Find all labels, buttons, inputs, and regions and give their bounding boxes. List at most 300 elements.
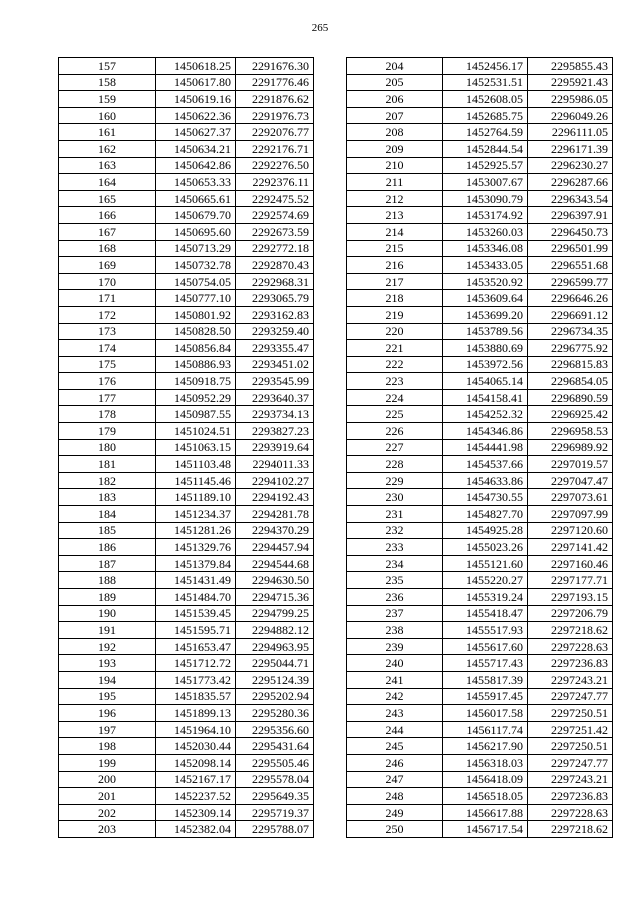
x-coordinate-cell: 1450952.29: [156, 389, 236, 406]
table-row: [59, 688, 314, 705]
x-coordinate-cell: 1451189.10: [156, 489, 236, 506]
table-row: [59, 555, 314, 572]
table-row: [347, 622, 613, 639]
y-coordinate-cell: 2292076.77: [236, 124, 314, 141]
point-number-cell: 166: [59, 207, 156, 224]
x-coordinate-cell: 1451431.49: [156, 572, 236, 589]
table-row: [59, 273, 314, 290]
y-coordinate-cell: 2292673.59: [236, 223, 314, 240]
point-number-cell: 174: [59, 340, 156, 357]
point-number-cell: 233: [347, 539, 443, 556]
table-row: [347, 506, 613, 523]
point-number-cell: 215: [347, 240, 443, 257]
x-coordinate-cell: 1450679.70: [156, 207, 236, 224]
x-coordinate-cell: 1455917.45: [443, 688, 528, 705]
point-number-cell: 247: [347, 771, 443, 788]
table-row: [347, 306, 613, 323]
x-coordinate-cell: 1451484.70: [156, 589, 236, 606]
y-coordinate-cell: 2292968.31: [236, 273, 314, 290]
point-number-cell: 234: [347, 555, 443, 572]
table-row: [59, 489, 314, 506]
x-coordinate-cell: 1451899.13: [156, 705, 236, 722]
y-coordinate-cell: 2293827.23: [236, 423, 314, 440]
point-number-cell: 223: [347, 373, 443, 390]
point-number-cell: 227: [347, 439, 443, 456]
x-coordinate-cell: 1453699.20: [443, 306, 528, 323]
table-row: [59, 373, 314, 390]
table-row: [347, 157, 613, 174]
point-number-cell: 193: [59, 655, 156, 672]
x-coordinate-cell: 1451595.71: [156, 622, 236, 639]
x-coordinate-cell: 1452456.17: [443, 58, 528, 75]
y-coordinate-cell: 2295986.05: [528, 91, 613, 108]
x-coordinate-cell: 1456717.54: [443, 821, 528, 838]
x-coordinate-cell: 1450918.75: [156, 373, 236, 390]
y-coordinate-cell: 2296343.54: [528, 190, 613, 207]
y-coordinate-cell: 2292475.52: [236, 190, 314, 207]
point-number-cell: 161: [59, 124, 156, 141]
y-coordinate-cell: 2295124.39: [236, 671, 314, 688]
point-number-cell: 235: [347, 572, 443, 589]
table-row: [347, 323, 613, 340]
y-coordinate-cell: 2291676.30: [236, 58, 314, 75]
table-row: [59, 605, 314, 622]
point-number-cell: 192: [59, 638, 156, 655]
point-number-cell: 183: [59, 489, 156, 506]
y-coordinate-cell: 2297097.99: [528, 506, 613, 523]
table-row: [347, 522, 613, 539]
y-coordinate-cell: 2296775.92: [528, 340, 613, 357]
point-number-cell: 198: [59, 738, 156, 755]
table-row: [59, 506, 314, 523]
y-coordinate-cell: 2295202.94: [236, 688, 314, 705]
table-row: [59, 638, 314, 655]
y-coordinate-cell: 2296890.59: [528, 389, 613, 406]
table-row: [347, 58, 613, 75]
y-coordinate-cell: 2297243.21: [528, 671, 613, 688]
point-number-cell: 206: [347, 91, 443, 108]
y-coordinate-cell: 2292772.18: [236, 240, 314, 257]
x-coordinate-cell: 1453346.08: [443, 240, 528, 257]
table-row: [347, 671, 613, 688]
x-coordinate-cell: 1454065.14: [443, 373, 528, 390]
x-coordinate-cell: 1456518.05: [443, 788, 528, 805]
x-coordinate-cell: 1451024.51: [156, 423, 236, 440]
table-row: [347, 754, 613, 771]
y-coordinate-cell: 2296287.66: [528, 174, 613, 191]
table-row: [59, 74, 314, 91]
point-number-cell: 163: [59, 157, 156, 174]
y-coordinate-cell: 2297141.42: [528, 539, 613, 556]
x-coordinate-cell: 1450987.55: [156, 406, 236, 423]
point-number-cell: 179: [59, 423, 156, 440]
x-coordinate-cell: 1450856.84: [156, 340, 236, 357]
point-number-cell: 203: [59, 821, 156, 838]
x-coordinate-cell: 1450634.21: [156, 140, 236, 157]
y-coordinate-cell: 2297073.61: [528, 489, 613, 506]
point-number-cell: 207: [347, 107, 443, 124]
table-row: [347, 389, 613, 406]
x-coordinate-cell: 1452030.44: [156, 738, 236, 755]
x-coordinate-cell: 1453007.67: [443, 174, 528, 191]
table-row: [59, 140, 314, 157]
x-coordinate-cell: 1450828.50: [156, 323, 236, 340]
x-coordinate-cell: 1450713.29: [156, 240, 236, 257]
table-row: [59, 821, 314, 838]
y-coordinate-cell: 2294963.95: [236, 638, 314, 655]
table-row: [347, 107, 613, 124]
point-number-cell: 187: [59, 555, 156, 572]
y-coordinate-cell: 2297228.63: [528, 638, 613, 655]
point-number-cell: 239: [347, 638, 443, 655]
y-coordinate-cell: 2295356.60: [236, 721, 314, 738]
table-row: [59, 671, 314, 688]
x-coordinate-cell: 1455319.24: [443, 589, 528, 606]
point-number-cell: 178: [59, 406, 156, 423]
point-number-cell: 236: [347, 589, 443, 606]
x-coordinate-cell: 1453609.64: [443, 290, 528, 307]
x-coordinate-cell: 1454730.55: [443, 489, 528, 506]
table-row: [347, 572, 613, 589]
x-coordinate-cell: 1455418.47: [443, 605, 528, 622]
x-coordinate-cell: 1453433.05: [443, 257, 528, 274]
table-row: [347, 223, 613, 240]
point-number-cell: 220: [347, 323, 443, 340]
x-coordinate-cell: 1454252.32: [443, 406, 528, 423]
y-coordinate-cell: 2293919.64: [236, 439, 314, 456]
point-number-cell: 248: [347, 788, 443, 805]
table-row: [59, 804, 314, 821]
y-coordinate-cell: 2296691.12: [528, 306, 613, 323]
y-coordinate-cell: 2295649.35: [236, 788, 314, 805]
y-coordinate-cell: 2297247.77: [528, 754, 613, 771]
point-number-cell: 205: [347, 74, 443, 91]
table-row: [59, 91, 314, 108]
y-coordinate-cell: 2292870.43: [236, 257, 314, 274]
x-coordinate-cell: 1451653.47: [156, 638, 236, 655]
x-coordinate-cell: 1451773.42: [156, 671, 236, 688]
y-coordinate-cell: 2296925.42: [528, 406, 613, 423]
x-coordinate-cell: 1451379.84: [156, 555, 236, 572]
x-coordinate-cell: 1454537.66: [443, 456, 528, 473]
x-coordinate-cell: 1452382.04: [156, 821, 236, 838]
point-number-cell: 214: [347, 223, 443, 240]
y-coordinate-cell: 2297236.83: [528, 655, 613, 672]
table-row: [347, 605, 613, 622]
y-coordinate-cell: 2294370.29: [236, 522, 314, 539]
point-number-cell: 191: [59, 622, 156, 639]
table-row: [347, 257, 613, 274]
y-coordinate-cell: 2294715.36: [236, 589, 314, 606]
point-number-cell: 243: [347, 705, 443, 722]
y-coordinate-cell: 2297019.57: [528, 456, 613, 473]
point-number-cell: 226: [347, 423, 443, 440]
table-row: [59, 389, 314, 406]
point-number-cell: 158: [59, 74, 156, 91]
point-number-cell: 181: [59, 456, 156, 473]
point-number-cell: 202: [59, 804, 156, 821]
point-number-cell: 167: [59, 223, 156, 240]
x-coordinate-cell: 1456418.09: [443, 771, 528, 788]
table-row: [59, 423, 314, 440]
point-number-cell: 232: [347, 522, 443, 539]
table-row: [347, 472, 613, 489]
x-coordinate-cell: 1456117.74: [443, 721, 528, 738]
point-number-cell: 210: [347, 157, 443, 174]
y-coordinate-cell: 2297243.21: [528, 771, 613, 788]
table-row: [59, 705, 314, 722]
x-coordinate-cell: 1453972.56: [443, 356, 528, 373]
point-number-cell: 180: [59, 439, 156, 456]
point-number-cell: 244: [347, 721, 443, 738]
table-row: [347, 788, 613, 805]
x-coordinate-cell: 1453520.92: [443, 273, 528, 290]
point-number-cell: 173: [59, 323, 156, 340]
x-coordinate-cell: 1455517.93: [443, 622, 528, 639]
x-coordinate-cell: 1452309.14: [156, 804, 236, 821]
x-coordinate-cell: 1451964.10: [156, 721, 236, 738]
x-coordinate-cell: 1452098.14: [156, 754, 236, 771]
y-coordinate-cell: 2291976.73: [236, 107, 314, 124]
point-number-cell: 208: [347, 124, 443, 141]
point-number-cell: 249: [347, 804, 443, 821]
point-number-cell: 197: [59, 721, 156, 738]
table-row: [59, 58, 314, 75]
coordinates-table-right: [346, 57, 613, 838]
x-coordinate-cell: 1450732.78: [156, 257, 236, 274]
point-number-cell: 201: [59, 788, 156, 805]
x-coordinate-cell: 1452167.17: [156, 771, 236, 788]
table-row: [347, 539, 613, 556]
table-row: [347, 423, 613, 440]
y-coordinate-cell: 2291876.62: [236, 91, 314, 108]
table-row: [59, 738, 314, 755]
x-coordinate-cell: 1451539.45: [156, 605, 236, 622]
y-coordinate-cell: 2293065.79: [236, 290, 314, 307]
x-coordinate-cell: 1452531.51: [443, 74, 528, 91]
point-number-cell: 185: [59, 522, 156, 539]
table-row: [59, 174, 314, 191]
x-coordinate-cell: 1454346.86: [443, 423, 528, 440]
point-number-cell: 229: [347, 472, 443, 489]
y-coordinate-cell: 2294544.68: [236, 555, 314, 572]
table-row: [59, 257, 314, 274]
y-coordinate-cell: 2296854.05: [528, 373, 613, 390]
table-row: [347, 207, 613, 224]
y-coordinate-cell: 2293259.40: [236, 323, 314, 340]
y-coordinate-cell: 2291776.46: [236, 74, 314, 91]
y-coordinate-cell: 2297247.77: [528, 688, 613, 705]
point-number-cell: 171: [59, 290, 156, 307]
x-coordinate-cell: 1450618.25: [156, 58, 236, 75]
y-coordinate-cell: 2292574.69: [236, 207, 314, 224]
x-coordinate-cell: 1454827.70: [443, 506, 528, 523]
x-coordinate-cell: 1451234.37: [156, 506, 236, 523]
point-number-cell: 225: [347, 406, 443, 423]
y-coordinate-cell: 2294192.43: [236, 489, 314, 506]
point-number-cell: 194: [59, 671, 156, 688]
y-coordinate-cell: 2296551.68: [528, 257, 613, 274]
y-coordinate-cell: 2294882.12: [236, 622, 314, 639]
x-coordinate-cell: 1454441.98: [443, 439, 528, 456]
y-coordinate-cell: 2293545.99: [236, 373, 314, 390]
x-coordinate-cell: 1455717.43: [443, 655, 528, 672]
table-row: [59, 522, 314, 539]
x-coordinate-cell: 1452925.57: [443, 157, 528, 174]
table-row: [59, 157, 314, 174]
table-row: [59, 240, 314, 257]
table-row: [59, 771, 314, 788]
y-coordinate-cell: 2295921.43: [528, 74, 613, 91]
x-coordinate-cell: 1450801.92: [156, 306, 236, 323]
table-row: [347, 74, 613, 91]
table-row: [59, 721, 314, 738]
x-coordinate-cell: 1456617.88: [443, 804, 528, 821]
y-coordinate-cell: 2295719.37: [236, 804, 314, 821]
point-number-cell: 231: [347, 506, 443, 523]
y-coordinate-cell: 2296171.39: [528, 140, 613, 157]
table-row: [347, 273, 613, 290]
x-coordinate-cell: 1450886.93: [156, 356, 236, 373]
x-coordinate-cell: 1456217.90: [443, 738, 528, 755]
table-row: [59, 655, 314, 672]
y-coordinate-cell: 2295788.07: [236, 821, 314, 838]
point-number-cell: 228: [347, 456, 443, 473]
y-coordinate-cell: 2294799.25: [236, 605, 314, 622]
table-row: [347, 489, 613, 506]
point-number-cell: 170: [59, 273, 156, 290]
point-number-cell: 221: [347, 340, 443, 357]
point-number-cell: 219: [347, 306, 443, 323]
x-coordinate-cell: 1450754.05: [156, 273, 236, 290]
table-row: [59, 589, 314, 606]
point-number-cell: 237: [347, 605, 443, 622]
table-row: [59, 306, 314, 323]
x-coordinate-cell: 1455617.60: [443, 638, 528, 655]
y-coordinate-cell: 2297047.47: [528, 472, 613, 489]
table-row: [347, 655, 613, 672]
x-coordinate-cell: 1452844.54: [443, 140, 528, 157]
point-number-cell: 240: [347, 655, 443, 672]
y-coordinate-cell: 2293162.83: [236, 306, 314, 323]
x-coordinate-cell: 1453090.79: [443, 190, 528, 207]
x-coordinate-cell: 1452608.05: [443, 91, 528, 108]
point-number-cell: 200: [59, 771, 156, 788]
point-number-cell: 211: [347, 174, 443, 191]
table-row: [59, 788, 314, 805]
y-coordinate-cell: 2296734.35: [528, 323, 613, 340]
y-coordinate-cell: 2296111.05: [528, 124, 613, 141]
table-row: [347, 373, 613, 390]
table-row: [347, 290, 613, 307]
table-row: [347, 240, 613, 257]
point-number-cell: 160: [59, 107, 156, 124]
table-row: [347, 555, 613, 572]
y-coordinate-cell: 2297250.51: [528, 738, 613, 755]
y-coordinate-cell: 2297218.62: [528, 821, 613, 838]
point-number-cell: 186: [59, 539, 156, 556]
point-number-cell: 157: [59, 58, 156, 75]
x-coordinate-cell: 1454633.86: [443, 472, 528, 489]
y-coordinate-cell: 2294457.94: [236, 539, 314, 556]
y-coordinate-cell: 2293451.02: [236, 356, 314, 373]
y-coordinate-cell: 2295505.46: [236, 754, 314, 771]
x-coordinate-cell: 1450617.80: [156, 74, 236, 91]
point-number-cell: 199: [59, 754, 156, 771]
point-number-cell: 182: [59, 472, 156, 489]
point-number-cell: 190: [59, 605, 156, 622]
point-number-cell: 172: [59, 306, 156, 323]
y-coordinate-cell: 2296450.73: [528, 223, 613, 240]
table-row: [59, 340, 314, 357]
table-row: [59, 622, 314, 639]
x-coordinate-cell: 1450622.36: [156, 107, 236, 124]
y-coordinate-cell: 2295431.64: [236, 738, 314, 755]
y-coordinate-cell: 2297218.62: [528, 622, 613, 639]
point-number-cell: 188: [59, 572, 156, 589]
x-coordinate-cell: 1456017.58: [443, 705, 528, 722]
x-coordinate-cell: 1456318.03: [443, 754, 528, 771]
x-coordinate-cell: 1454158.41: [443, 389, 528, 406]
y-coordinate-cell: 2296230.27: [528, 157, 613, 174]
point-number-cell: 212: [347, 190, 443, 207]
table-row: [59, 754, 314, 771]
point-number-cell: 242: [347, 688, 443, 705]
point-number-cell: 241: [347, 671, 443, 688]
x-coordinate-cell: 1450695.60: [156, 223, 236, 240]
y-coordinate-cell: 2295855.43: [528, 58, 613, 75]
x-coordinate-cell: 1450619.16: [156, 91, 236, 108]
table-row: [347, 174, 613, 191]
x-coordinate-cell: 1450653.33: [156, 174, 236, 191]
x-coordinate-cell: 1452764.59: [443, 124, 528, 141]
y-coordinate-cell: 2296815.83: [528, 356, 613, 373]
y-coordinate-cell: 2294630.50: [236, 572, 314, 589]
y-coordinate-cell: 2297160.46: [528, 555, 613, 572]
table-row: [347, 804, 613, 821]
y-coordinate-cell: 2296989.92: [528, 439, 613, 456]
point-number-cell: 213: [347, 207, 443, 224]
y-coordinate-cell: 2294011.33: [236, 456, 314, 473]
point-number-cell: 204: [347, 58, 443, 75]
point-number-cell: 217: [347, 273, 443, 290]
x-coordinate-cell: 1453260.03: [443, 223, 528, 240]
y-coordinate-cell: 2297228.63: [528, 804, 613, 821]
point-number-cell: 216: [347, 257, 443, 274]
table-row: [59, 223, 314, 240]
x-coordinate-cell: 1453789.56: [443, 323, 528, 340]
point-number-cell: 165: [59, 190, 156, 207]
point-number-cell: 184: [59, 506, 156, 523]
point-number-cell: 250: [347, 821, 443, 838]
table-row: [59, 406, 314, 423]
table-row: [59, 323, 314, 340]
point-number-cell: 162: [59, 140, 156, 157]
y-coordinate-cell: 2293355.47: [236, 340, 314, 357]
point-number-cell: 230: [347, 489, 443, 506]
x-coordinate-cell: 1455817.39: [443, 671, 528, 688]
point-number-cell: 224: [347, 389, 443, 406]
point-number-cell: 175: [59, 356, 156, 373]
point-number-cell: 189: [59, 589, 156, 606]
y-coordinate-cell: 2293734.13: [236, 406, 314, 423]
table-row: [347, 356, 613, 373]
x-coordinate-cell: 1450627.37: [156, 124, 236, 141]
x-coordinate-cell: 1454925.28: [443, 522, 528, 539]
y-coordinate-cell: 2292376.11: [236, 174, 314, 191]
table-row: [59, 356, 314, 373]
table-row: [347, 456, 613, 473]
